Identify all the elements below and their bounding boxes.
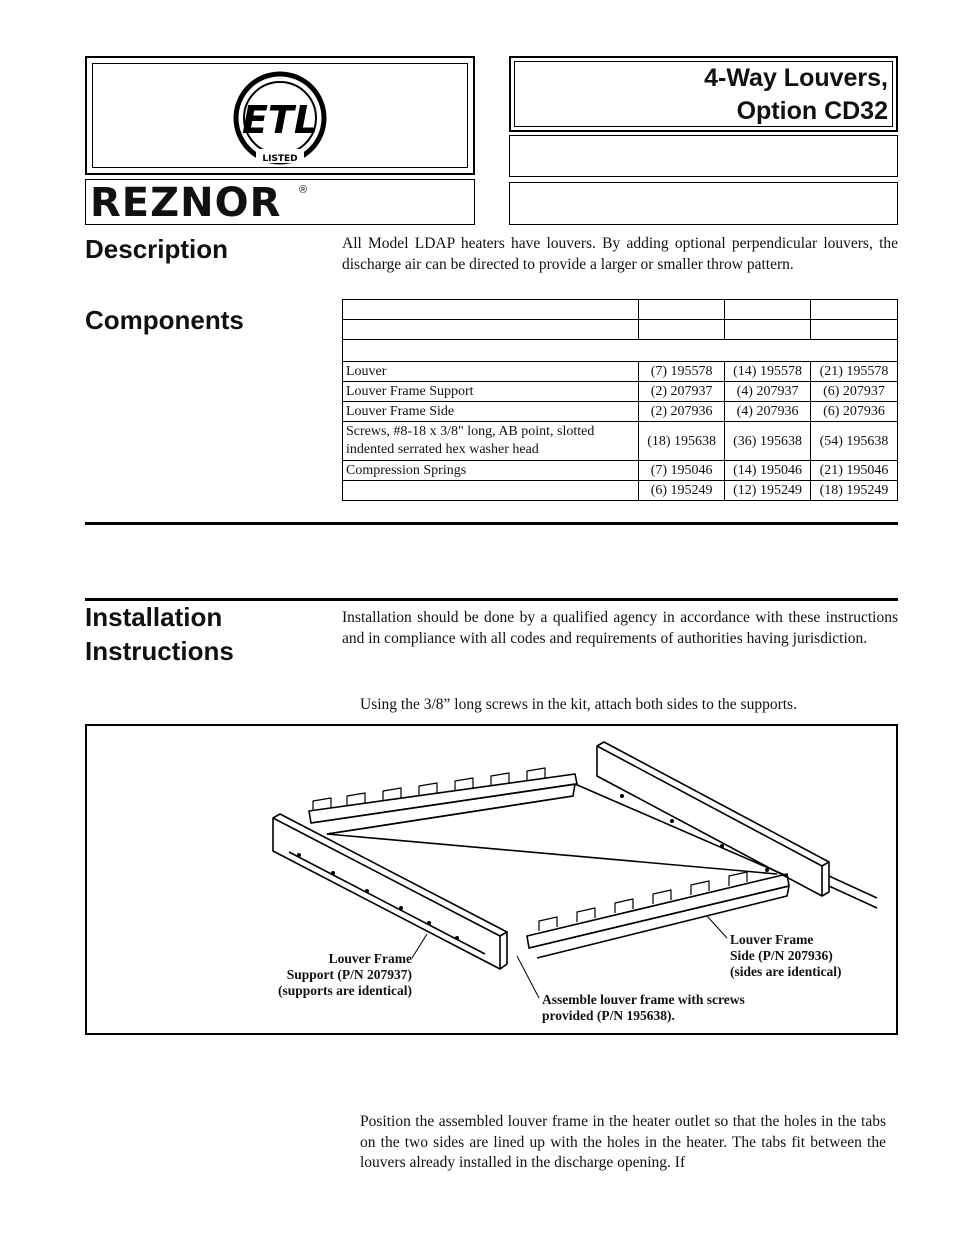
part-name: Louver	[343, 362, 639, 382]
installation-step-1: Using the 3/8” long screws in the kit, attach both sides to the supports.	[360, 696, 797, 713]
callout-louver-frame-side	[730, 932, 890, 980]
brand-panel	[85, 179, 475, 225]
part-qty: (12) 195249	[725, 481, 811, 501]
table-row	[343, 461, 898, 481]
callout-louver-frame-support	[237, 951, 412, 999]
table-section-row	[343, 340, 898, 362]
installation-step-2: Position the assembled louver frame in the heater outlet so that the holes in the tabs on the two sides are lined up with the holes in the heater. The tabs fit between the louvers already installed in the discharge opening. If	[360, 1113, 886, 1171]
page-title	[704, 62, 888, 128]
callout-line: (sides are identical)	[730, 964, 842, 979]
components-table	[342, 299, 898, 501]
table-row	[343, 422, 898, 461]
page-title-line1: 4-Way Louvers,	[704, 64, 888, 92]
description-heading: Description	[85, 234, 229, 264]
svg-text:LISTED: LISTED	[262, 154, 298, 164]
table-header-row	[343, 300, 898, 320]
part-qty: (14) 195046	[725, 461, 811, 481]
callout-line: Louver Frame	[328, 951, 412, 966]
part-qty: (4) 207937	[725, 382, 811, 402]
table-cell	[639, 320, 725, 340]
installation-intro: Installation should be done by a qualified agency in accordance with these instructions and in compliance with all codes and requirements of authorities having jurisdiction.	[342, 609, 898, 647]
table-cell	[811, 320, 898, 340]
assembly-figure	[85, 724, 898, 1035]
part-name: Compression Springs	[343, 461, 639, 481]
part-qty: (2) 207937	[639, 382, 725, 402]
components-table-wrap	[342, 299, 898, 501]
part-name	[343, 481, 639, 501]
callout-line: Support (P/N 207937)	[286, 967, 412, 982]
part-qty: (4) 207936	[725, 402, 811, 422]
components-heading: Components	[85, 305, 244, 335]
table-cell	[343, 320, 639, 340]
part-name	[343, 422, 639, 461]
part-qty: (7) 195578	[639, 362, 725, 382]
callout-assemble-screws	[542, 992, 802, 1024]
table-cell	[343, 340, 898, 362]
logo-panel	[85, 56, 475, 175]
callout-line: provided (P/N 195638).	[542, 1008, 675, 1023]
table-cell	[639, 300, 725, 320]
part-qty: (21) 195578	[811, 362, 898, 382]
logo-panel-inner	[92, 63, 468, 168]
table-cell	[725, 320, 811, 340]
info-box-2	[509, 182, 898, 225]
registered-mark: ®	[299, 184, 308, 196]
table-row	[343, 362, 898, 382]
section-divider	[85, 522, 898, 525]
description-text: All Model LDAP heaters have louvers. By adding optional perpendicular louvers, the discharge air can be directed to provide a larger or smaller throw pattern.	[342, 235, 898, 273]
part-name: Louver Frame Side	[343, 402, 639, 422]
part-qty: (21) 195046	[811, 461, 898, 481]
part-qty: (6) 207936	[811, 402, 898, 422]
callout-line: Louver Frame	[730, 932, 814, 947]
part-qty: (6) 195249	[639, 481, 725, 501]
part-name-line1: Screws, #8-18 x 3/8" long, AB point, slotted	[346, 424, 595, 439]
info-box-1	[509, 135, 898, 177]
callout-line: Assemble louver frame with screws	[542, 992, 745, 1007]
louver-frame-drawing	[87, 726, 896, 1033]
part-qty: (7) 195046	[639, 461, 725, 481]
table-row	[343, 382, 898, 402]
part-qty: (54) 195638	[811, 422, 898, 461]
brand-logo: REZNOR	[90, 180, 282, 226]
part-qty: (14) 195578	[725, 362, 811, 382]
table-header-row	[343, 320, 898, 340]
part-qty: (18) 195249	[811, 481, 898, 501]
svg-text:ETL: ETL	[241, 98, 319, 142]
etl-listed-logo-icon	[230, 71, 330, 171]
title-panel	[509, 56, 898, 132]
installation-heading-line1: Installation	[85, 602, 223, 632]
part-name-line2: indented serrated hex washer head	[346, 442, 539, 457]
table-row	[343, 481, 898, 501]
part-qty: (18) 195638	[639, 422, 725, 461]
table-cell	[725, 300, 811, 320]
table-cell	[343, 300, 639, 320]
callout-line: (supports are identical)	[278, 983, 412, 998]
callout-line: Side (P/N 207936)	[730, 948, 833, 963]
installation-heading-line2: Instructions	[85, 636, 234, 666]
part-qty: (36) 195638	[725, 422, 811, 461]
part-qty: (2) 207936	[639, 402, 725, 422]
installation-heading	[85, 600, 234, 668]
table-row	[343, 402, 898, 422]
page-title-line2: Option CD32	[736, 97, 888, 125]
part-qty: (6) 207937	[811, 382, 898, 402]
part-name: Louver Frame Support	[343, 382, 639, 402]
table-cell	[811, 300, 898, 320]
